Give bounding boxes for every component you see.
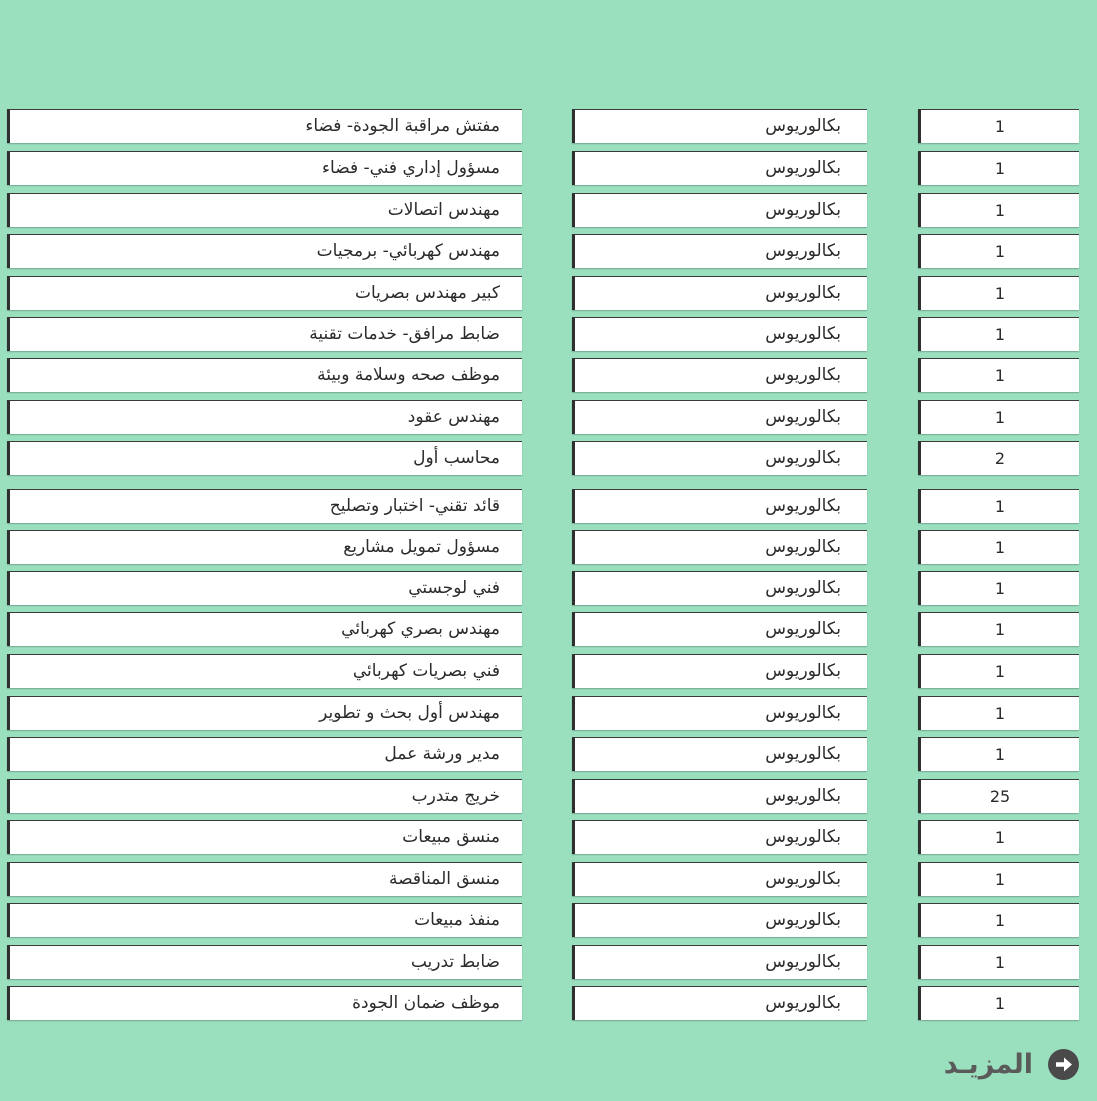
vacancies-count-cell: 1	[918, 945, 1079, 979]
job-title-cell: موظف صحه وسلامة وبيئة	[7, 358, 522, 392]
more-link[interactable]	[944, 1044, 1080, 1084]
vacancies-count-cell: 1	[918, 151, 1079, 185]
job-title-cell: موظف ضمان الجودة	[7, 986, 522, 1020]
table-row	[0, 276, 1097, 310]
degree-cell: بكالوريوس	[572, 862, 867, 896]
degree-cell: بكالوريوس	[572, 737, 867, 771]
table-row	[0, 737, 1097, 771]
vacancies-count-cell: 1	[918, 571, 1079, 605]
job-title-cell: قائد تقني- اختبار وتصليح	[7, 489, 522, 523]
job-title-cell: فني بصريات كهربائي	[7, 654, 522, 688]
vacancies-count-cell: 2	[918, 441, 1079, 475]
vacancies-count-cell: 1	[918, 737, 1079, 771]
vacancies-count-cell: 1	[918, 530, 1079, 564]
degree-cell: بكالوريوس	[572, 400, 867, 434]
job-title-cell: منسق المناقصة	[7, 862, 522, 896]
table-row	[0, 945, 1097, 979]
job-title-cell: منفذ مبيعات	[7, 903, 522, 937]
vacancies-count-cell: 1	[918, 276, 1079, 310]
job-title-cell: منسق مبيعات	[7, 820, 522, 854]
degree-cell: بكالوريوس	[572, 193, 867, 227]
vacancies-count-cell: 1	[918, 654, 1079, 688]
table-row	[0, 234, 1097, 268]
job-title-cell: مسؤول إداري فني- فضاء	[7, 151, 522, 185]
vacancies-count-cell: 1	[918, 109, 1079, 143]
vacancies-count-cell: 1	[918, 400, 1079, 434]
degree-cell: بكالوريوس	[572, 571, 867, 605]
job-title-cell: خريج متدرب	[7, 779, 522, 813]
table-row	[0, 779, 1097, 813]
vacancies-count-cell: 1	[918, 862, 1079, 896]
job-title-cell: مهندس اتصالات	[7, 193, 522, 227]
table-row	[0, 820, 1097, 854]
table-row	[0, 612, 1097, 646]
degree-cell: بكالوريوس	[572, 489, 867, 523]
table-row	[0, 654, 1097, 688]
degree-cell: بكالوريوس	[572, 317, 867, 351]
job-title-cell: مدير ورشة عمل	[7, 737, 522, 771]
job-title-cell: مهندس أول بحث و تطوير	[7, 696, 522, 730]
more-label: المزيـد	[943, 1048, 1033, 1080]
table-row	[0, 489, 1097, 523]
degree-cell: بكالوريوس	[572, 276, 867, 310]
degree-cell: بكالوريوس	[572, 696, 867, 730]
vacancies-count-cell: 1	[918, 358, 1079, 392]
job-title-cell: ضابط مرافق- خدمات تقنية	[7, 317, 522, 351]
table-row	[0, 358, 1097, 392]
degree-cell: بكالوريوس	[572, 903, 867, 937]
job-title-cell: ضابط تدريب	[7, 945, 522, 979]
degree-cell: بكالوريوس	[572, 530, 867, 564]
degree-cell: بكالوريوس	[572, 945, 867, 979]
table-row	[0, 193, 1097, 227]
vacancies-count-cell: 1	[918, 234, 1079, 268]
job-title-cell: مهندس بصري كهربائي	[7, 612, 522, 646]
job-title-cell: مسؤول تمويل مشاريع	[7, 530, 522, 564]
table-row	[0, 441, 1097, 475]
table-row	[0, 530, 1097, 564]
degree-cell: بكالوريوس	[572, 820, 867, 854]
vacancies-count-cell: 1	[918, 903, 1079, 937]
table-row	[0, 109, 1097, 143]
degree-cell: بكالوريوس	[572, 151, 867, 185]
arrow-circle-right-icon	[1047, 1048, 1080, 1081]
job-title-cell: مفتش مراقبة الجودة- فضاء	[7, 109, 522, 143]
job-title-cell: فني لوجستي	[7, 571, 522, 605]
vacancies-count-cell: 1	[918, 612, 1079, 646]
degree-cell: بكالوريوس	[572, 358, 867, 392]
vacancies-count-cell: 1	[918, 696, 1079, 730]
table-row	[0, 862, 1097, 896]
table-row	[0, 571, 1097, 605]
table-row	[0, 317, 1097, 351]
degree-cell: بكالوريوس	[572, 779, 867, 813]
job-title-cell: مهندس عقود	[7, 400, 522, 434]
table-row	[0, 151, 1097, 185]
degree-cell: بكالوريوس	[572, 612, 867, 646]
vacancies-count-cell: 1	[918, 193, 1079, 227]
degree-cell: بكالوريوس	[572, 109, 867, 143]
degree-cell: بكالوريوس	[572, 441, 867, 475]
table-row	[0, 696, 1097, 730]
job-title-cell: مهندس كهربائي- برمجيات	[7, 234, 522, 268]
table-row	[0, 400, 1097, 434]
job-title-cell: محاسب أول	[7, 441, 522, 475]
degree-cell: بكالوريوس	[572, 234, 867, 268]
vacancies-count-cell: 25	[918, 779, 1079, 813]
job-title-cell: كبير مهندس بصريات	[7, 276, 522, 310]
degree-cell: بكالوريوس	[572, 986, 867, 1020]
degree-cell: بكالوريوس	[572, 654, 867, 688]
vacancies-count-cell: 1	[918, 986, 1079, 1020]
table-row	[0, 903, 1097, 937]
vacancies-count-cell: 1	[918, 489, 1079, 523]
table-row	[0, 986, 1097, 1020]
vacancies-count-cell: 1	[918, 820, 1079, 854]
vacancies-count-cell: 1	[918, 317, 1079, 351]
